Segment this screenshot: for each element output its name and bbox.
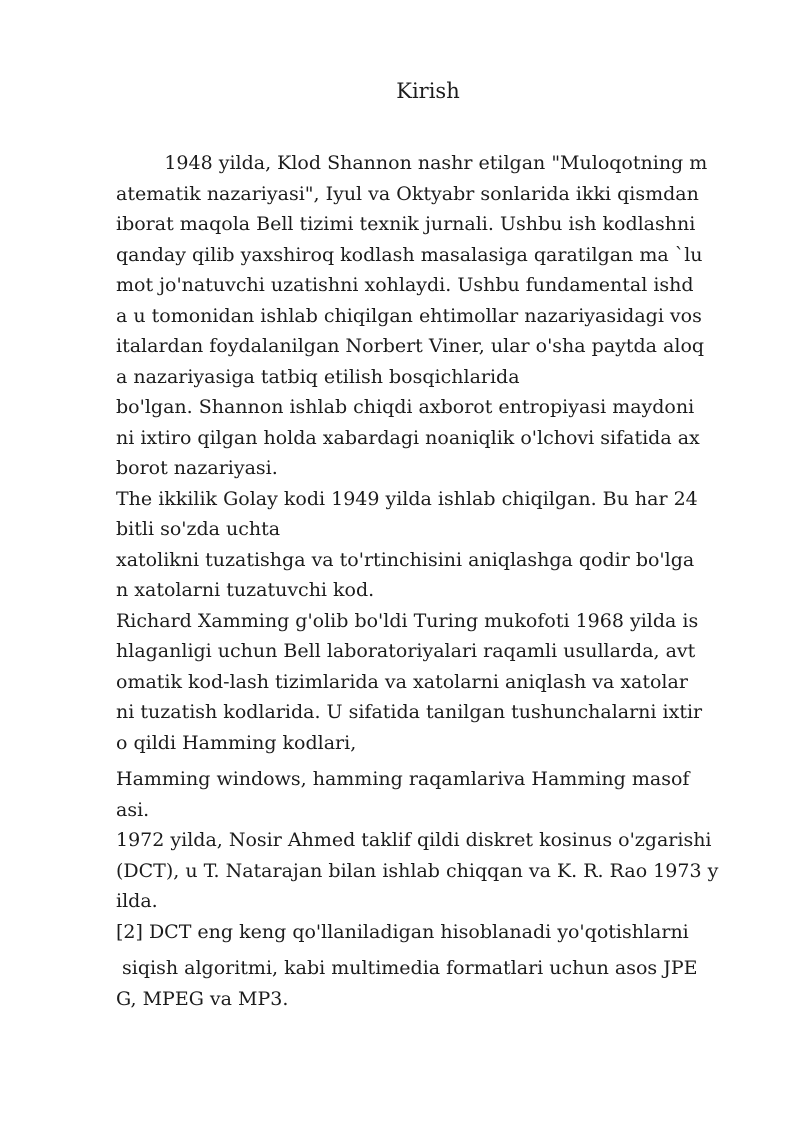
text-line: a nazariyasiga tatbiq etilish bosqichlarida bbox=[116, 365, 520, 388]
text-line: G, MPEG va MP3. bbox=[116, 987, 289, 1010]
text-line: asi. bbox=[116, 798, 150, 821]
body-text bbox=[116, 148, 756, 1014]
text-line: hlaganligi uchun Bell laboratoriyalari raqamli usullarda, avt bbox=[116, 640, 696, 662]
text-line: borot nazariyasi. bbox=[116, 457, 278, 479]
text-line: bo'lgan. Shannon ishlab chiqdi axborot entropiyasi maydoni bbox=[116, 396, 695, 418]
text-line: 1948 yilda, Klod Shannon nashr etilgan "Muloqotning m bbox=[116, 152, 708, 174]
text-line: italardan foydalanilgan Norbert Viner, ular o'sha paytda aloq bbox=[116, 335, 705, 357]
text-line: a u tomonidan ishlab chiqilgan ehtimollar nazariyasidagi vos bbox=[116, 304, 702, 327]
text-line: The ikkilik Golay kodi 1949 yilda ishlab chiqilgan. Bu har 24 bbox=[116, 487, 698, 510]
text-line: Hamming windows, hamming raqamlariva Hamming masof bbox=[116, 768, 690, 790]
text-line: (DCT), u T. Natarajan bilan ishlab chiqqan va K. R. Rao 1973 y bbox=[116, 859, 719, 882]
text-line: ilda. bbox=[116, 890, 158, 912]
page-title: Kirish bbox=[396, 79, 460, 103]
text-line: iborat maqola Bell tizimi texnik jurnali. Ushbu ish kodlashni bbox=[116, 213, 696, 235]
text-line: 1972 yilda, Nosir Ahmed taklif qildi diskret kosinus o'zgarishi bbox=[116, 829, 712, 851]
text-line: o qildi Hamming kodlari, bbox=[116, 731, 357, 754]
text-line: siqish algoritmi, kabi multimedia formatlari uchun asos JPE bbox=[116, 957, 698, 979]
text-line: omatik kod-lash tizimlarida va xatolarni aniqlash va xatolar bbox=[116, 670, 688, 693]
text-line: xatolikni tuzatishga va to'rtinchisini aniqlashga qodir bo'lga bbox=[116, 548, 695, 571]
text-line: bitli so'zda uchta bbox=[116, 518, 281, 540]
text-line: mot jo'natuvchi uzatishni xohlaydi. Ushbu fundamental ishd bbox=[116, 274, 694, 296]
text-line: ni tuzatish kodlarida. U sifatida tanilgan tushunchalarni ixtir bbox=[116, 701, 703, 723]
text-line: ni ixtiro qilgan holda xabardagi noaniqlik o'lchovi sifatida ax bbox=[116, 426, 700, 449]
text-line: Richard Xamming g'olib bo'ldi Turing mukofoti 1968 yilda is bbox=[116, 609, 699, 632]
text-line: atematik nazariyasi", Iyul va Oktyabr sonlarida ikki qismdan bbox=[116, 182, 699, 205]
text-line: [2] DCT eng keng qo'llaniladigan hisoblanadi yo'qotishlarni bbox=[116, 920, 689, 943]
text-line: qanday qilib yaxshiroq kodlash masalasiga qaratilgan ma `lu bbox=[116, 243, 703, 266]
text-line: n xatolarni tuzatuvchi kod. bbox=[116, 579, 375, 601]
